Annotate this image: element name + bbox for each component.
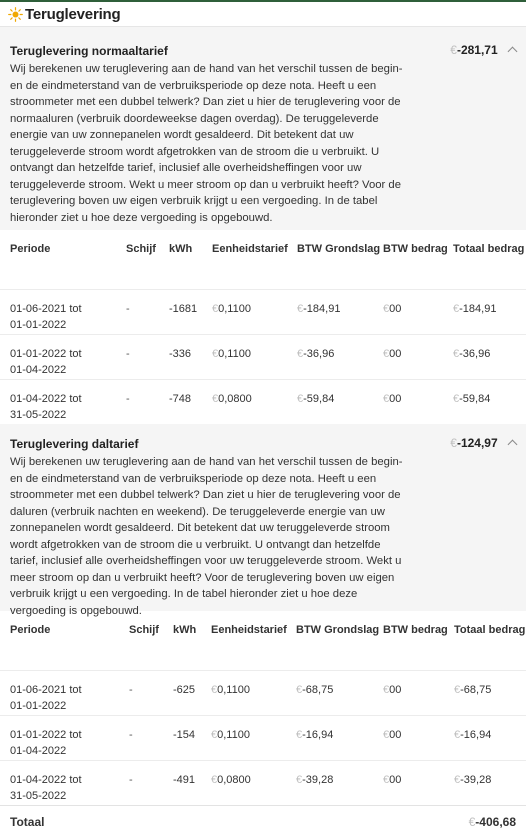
period-cell: 01-06-2021 tot 01-01-2022	[0, 671, 129, 716]
table-row	[0, 671, 526, 716]
period-cell: 01-04-2022 tot 31-05-2022	[0, 761, 129, 806]
section-normaaltarief	[0, 27, 526, 230]
col-btw-bedrag: BTW bedrag	[383, 243, 448, 255]
tier-cell: -	[126, 290, 169, 335]
chevron-up-icon[interactable]	[508, 47, 518, 57]
col-schijf: Schijf	[129, 624, 159, 636]
col-kwh: kWh	[173, 624, 197, 636]
col-totaal-bedrag: Totaal bedrag	[454, 624, 526, 636]
vat-base-cell: €-68,75	[296, 671, 383, 716]
normaaltarief-table	[0, 230, 526, 424]
vat-base-cell: €-184,91	[297, 290, 383, 335]
total-cell: €-36,96	[453, 335, 526, 380]
table-row	[0, 335, 526, 380]
tier-cell: -	[129, 716, 173, 761]
section-description: Wij berekenen uw teruglevering aan de hand van het verschil tussen de begin- en de eindmeterstand van de verbruiksperiode op deze nota. Heeft u een stroommeter met een dubbel telwerk? Dan ziet u hier de teruglevering voor de daluren (verbruik nachten en weekend). De teruggeleverde energie van uw zonnepanelen wordt gesaldeerd. Dit betekent dat uw teruggeleverde stroom wordt afgetrokken van de stroom die u verbruikt. U ontvangt dan hetzelfde tarief, inclusief alle overheidsheffingen voor uw teruggeleverde stroom. Wekt u meer stroom op dan u verbruikt heeft? Voor de teruglevering boven uw eigen verbruik krijgt u een vergoeding. In de tabel hieronder ziet u hoe deze vergoeding is opgebouwd.	[10, 456, 403, 617]
rate-cell: €0,0800	[212, 380, 297, 425]
section-amount-value: -124,97	[456, 436, 498, 450]
col-btw-bedrag: BTW bedrag	[383, 624, 448, 636]
total-label: Totaal	[10, 815, 45, 829]
euro-symbol: €	[450, 436, 457, 450]
vat-base-cell: €-16,94	[296, 716, 383, 761]
vat-base-cell: €-59,84	[297, 380, 383, 425]
section-description: Wij berekenen uw teruglevering aan de hand van het verschil tussen de begin- en de eindmeterstand van de verbruiksperiode op deze nota. Heeft u een stroommeter met een dubbel telwerk? Dan ziet u hier de teruglevering voor de normaaluren (verbruik doordeweekse dagen overdag). De teruggeleverde energie van uw zonnepanelen wordt gesaldeerd. Dit betekent dat uw teruggeleverde stroom wordt afgetrokken van de stroom die u verbruikt. U ontvangt dan hetzelfde tarief, inclusief alle overheidsheffingen voor uw teruggeleverde stroom. Wekt u meer stroom op dan u verbruikt heeft? Voor de teruglevering boven uw eigen verbruik krijgt u een vergoeding. In de tabel hieronder ziet u hoe deze vergoeding is opgebouwd.	[10, 63, 403, 224]
rate-cell: €0,1100	[212, 335, 297, 380]
vat-base-cell: €-36,96	[297, 335, 383, 380]
total-cell: €-39,28	[454, 761, 526, 806]
page-header	[0, 2, 526, 27]
total-amount: €-406,68	[468, 815, 516, 829]
sun-icon	[8, 7, 23, 22]
section-daltarief	[0, 424, 526, 617]
rate-cell: €0,0800	[211, 761, 296, 806]
vat-cell: €00	[383, 335, 453, 380]
col-totaal-bedrag: Totaal bedrag	[453, 243, 525, 255]
table-row	[0, 290, 526, 335]
kwh-cell: -154	[173, 716, 211, 761]
euro-symbol: €	[450, 43, 457, 57]
vat-cell: €00	[383, 716, 454, 761]
total-cell: €-16,94	[454, 716, 526, 761]
table-row	[0, 761, 526, 806]
chevron-up-icon[interactable]	[508, 440, 518, 450]
period-cell: 01-04-2022 tot 31-05-2022	[0, 380, 126, 425]
section-amount	[450, 43, 516, 57]
vat-cell: €00	[383, 380, 453, 425]
section-title: Teruglevering daltarief	[10, 437, 139, 451]
col-periode: Periode	[10, 624, 51, 636]
kwh-cell: -625	[173, 671, 211, 716]
vat-base-cell: €-39,28	[296, 761, 383, 806]
period-cell: 01-01-2022 tot 01-04-2022	[0, 716, 129, 761]
vat-cell: €00	[383, 671, 454, 716]
col-btw-grondslag: BTW Grondslag	[297, 243, 381, 255]
tier-cell: -	[126, 380, 169, 425]
section-amount-value: -281,71	[456, 43, 498, 57]
table-row	[0, 380, 526, 425]
col-eenheidstarief: Eenheidstarief	[212, 243, 288, 255]
table-header	[0, 230, 526, 290]
page-title: Teruglevering	[25, 5, 121, 23]
tier-cell: -	[126, 335, 169, 380]
total-cell: €-59,84	[453, 380, 526, 425]
section-title: Teruglevering normaaltarief	[10, 44, 168, 58]
kwh-cell: -491	[173, 761, 211, 806]
table-row	[0, 716, 526, 761]
rate-cell: €0,1100	[212, 290, 297, 335]
col-eenheidstarief: Eenheidstarief	[211, 624, 287, 636]
grand-total	[0, 805, 526, 838]
col-schijf: Schijf	[126, 243, 156, 255]
rate-cell: €0,1100	[211, 671, 296, 716]
vat-cell: €00	[383, 761, 454, 806]
total-cell: €-68,75	[454, 671, 526, 716]
period-cell: 01-06-2021 tot 01-01-2022	[0, 290, 126, 335]
tier-cell: -	[129, 671, 173, 716]
total-cell: €-184,91	[453, 290, 526, 335]
daltarief-table	[0, 611, 526, 805]
rate-cell: €0,1100	[211, 716, 296, 761]
kwh-cell: -336	[169, 335, 212, 380]
kwh-cell: -1681	[169, 290, 212, 335]
section-amount	[450, 436, 516, 450]
vat-cell: €00	[383, 290, 453, 335]
period-cell: 01-01-2022 tot 01-04-2022	[0, 335, 126, 380]
kwh-cell: -748	[169, 380, 212, 425]
col-kwh: kWh	[169, 243, 193, 255]
tier-cell: -	[129, 761, 173, 806]
col-periode: Periode	[10, 243, 51, 255]
col-btw-grondslag: BTW Grondslag	[296, 624, 380, 636]
table-header	[0, 611, 526, 671]
